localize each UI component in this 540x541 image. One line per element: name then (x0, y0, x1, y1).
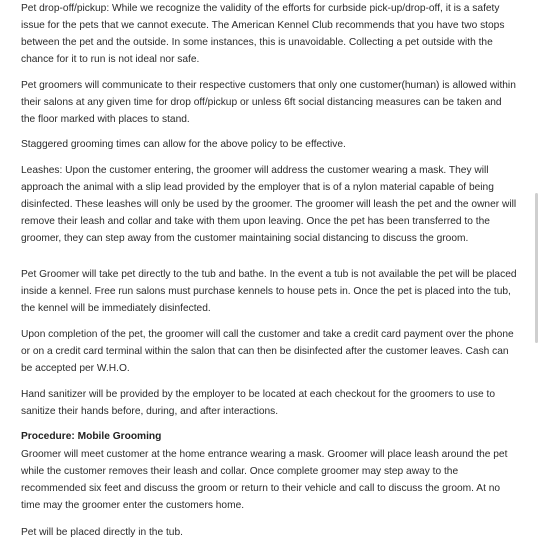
scrollbar[interactable] (535, 193, 538, 343)
paragraph-placed-in-tub: Pet will be placed directly in the tub. (21, 527, 183, 538)
section-heading-mobile-grooming: Procedure: Mobile Grooming (21, 431, 162, 442)
paragraph-drop-off-pickup: Pet drop-off/pickup: While we recognize the validity of the efforts for curbside pick-up/drop-off, it is a safety issue for the pets that we cannot execute. The American Kennel Club recommends that you have two stops between the pet and the outside. In some instances, this is unavoidable. Collecting a pet outside with the chance for it to run is not ideal nor safe. (21, 3, 505, 65)
paragraph-mobile-grooming: Groomer will meet customer at the home entrance wearing a mask. Groomer will place leash around the pet while the customer removes their leash and collar. Once complete groomer may step away to the recommended six feet and discuss the groom or return to their vehicle and call to discuss the groom. At no time may the groomer enter the customers home. (21, 449, 508, 511)
paragraph-leashes: Leashes: Upon the customer entering, the groomer will address the customer wearing a mask. They will approach the animal with a slip lead provided by the employer that is of a nylon material capable of being disinfected. These leashes will only be used by the groomer. The groomer will leash the pet and the owner will remove their leash and collar and take with them upon leaving. Once the pet has been transferred to the groomer, they can step away from the customer maintaining social distancing to discuss the groom. (21, 165, 517, 244)
paragraph-payment: Upon completion of the pet, the groomer will call the customer and take a credit card payment over the phone or on a credit card terminal within the salon that can then be disinfected after the customer leaves. Cash can be accepted per W.H.O. (21, 329, 514, 374)
paragraph-one-customer-policy: Pet groomers will communicate to their respective customers that only one customer(human) is allowed within their salons at any given time for drop off/pickup or unless 6ft social distancing measures can be taken and the floor marked with places to stand. (21, 80, 516, 125)
paragraph-tub-and-kennel: Pet Groomer will take pet directly to the tub and bathe. In the event a tub is not available the pet will be placed inside a kennel. Free run salons must purchase kennels to house pets in. Once the pet is placed into the tub, the kennel will be immediately disinfected. (21, 269, 517, 314)
paragraph-staggered-times: Staggered grooming times can allow for the above policy to be effective. (21, 139, 346, 150)
paragraph-hand-sanitizer: Hand sanitizer will be provided by the employer to be located at each checkout for the groomers to use to sanitize their hands before, during, and after interactions. (21, 389, 495, 417)
